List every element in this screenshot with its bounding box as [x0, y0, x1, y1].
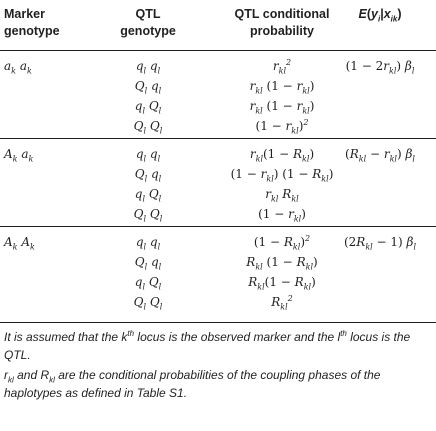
qtl-probability: $r_{kl}$ $(1 - r_{kl})$ — [249, 99, 315, 116]
expectation-value: $(2R_{kl} - 1)$ $\beta_l$ — [343, 235, 417, 252]
expectation-value: $(R_{kl} - r_{kl})$ $\beta_l$ — [345, 147, 415, 164]
table-row — [0, 96, 436, 116]
footnote-assumption: It is assumed that the $k^{th}$ locus is the observed marker and the $l^{th}$ locus is the QTL. — [4, 329, 411, 362]
qtl-probability: $r_{kl}^2$ — [272, 58, 292, 76]
qtl-genotype: $Q_l$ $q_l$ — [134, 255, 162, 272]
header-qtl-genotype: QTL genotype — [120, 7, 176, 38]
header-marker-genotype: Marker genotype — [4, 7, 60, 38]
qtl-probability: $R_{kl}^2$ — [271, 294, 293, 312]
table-row — [0, 272, 436, 292]
table-row — [0, 116, 436, 136]
qtl-genotype: $Q_l$ $q_l$ — [134, 79, 162, 96]
table-row — [0, 232, 436, 252]
qtl-probability: $(1 - r_{kl})$ — [258, 207, 306, 224]
qtl-genotype: $q_l$ $q_l$ — [135, 235, 161, 252]
table-row — [0, 252, 436, 272]
qtl-genotype: $q_l$ $q_l$ — [135, 147, 161, 164]
table-bottom-rule — [0, 322, 436, 323]
qtl-probability: $R_{kl}$ $(1 - R_{kl})$ — [246, 255, 318, 272]
expectation-value: $(1 - 2r_{kl})$ $\beta_l$ — [345, 59, 415, 76]
marker-genotype: $A_k$ $a_k$ — [4, 147, 34, 164]
qtl-probability: $R_{kl}(1 - R_{kl})$ — [248, 275, 316, 292]
table-row — [0, 76, 436, 96]
table-row — [0, 292, 436, 312]
qtl-genotype: $q_l$ $Q_l$ — [134, 187, 162, 204]
qtl-genotype: $Q_l$ $Q_l$ — [133, 207, 163, 224]
qtl-probability: $(1 - r_{kl})$ $(1 - R_{kl})$ — [230, 167, 334, 184]
table-row — [0, 184, 436, 204]
header-expectation: $E(y_i|x_{ik})$ — [358, 7, 402, 24]
qtl-probability: $(1 - R_{kl})^2$ — [253, 234, 311, 252]
qtl-genotype: $q_l$ $Q_l$ — [134, 275, 162, 292]
qtl-probability: $r_{kl}$ $(1 - r_{kl})$ — [249, 79, 315, 96]
qtl-probability: $(1 - r_{kl})^2$ — [255, 118, 309, 136]
qtl-genotype: $q_l$ $Q_l$ — [134, 99, 162, 116]
header-qtl-probability: QTL conditional probability — [234, 7, 330, 38]
marker-genotype: $a_k$ $a_k$ — [4, 59, 32, 76]
header-rule — [0, 50, 436, 51]
table-row — [0, 56, 436, 76]
footnote-definitions: $r_{kl}$ and $R_{kl}$ are the conditional probabilities of the coupling phases of the haplotypes as defined in Table S1. — [4, 368, 381, 400]
marker-genotype: $A_k$ $A_k$ — [4, 235, 35, 252]
qtl-genotype: $q_l$ $q_l$ — [135, 59, 161, 76]
table-row — [0, 144, 436, 164]
qtl-genotype: $Q_l$ $Q_l$ — [133, 295, 163, 312]
group-rule — [0, 226, 436, 227]
qtl-probability: $r_{kl}$ $R_{kl}$ — [265, 187, 299, 204]
table-row — [0, 164, 436, 184]
qtl-genotype: $Q_l$ $q_l$ — [134, 167, 162, 184]
group-rule — [0, 138, 436, 139]
table-row — [0, 204, 436, 224]
qtl-genotype: $Q_l$ $Q_l$ — [133, 119, 163, 136]
qtl-probability: $r_{kl}(1 - R_{kl})$ — [249, 147, 315, 164]
